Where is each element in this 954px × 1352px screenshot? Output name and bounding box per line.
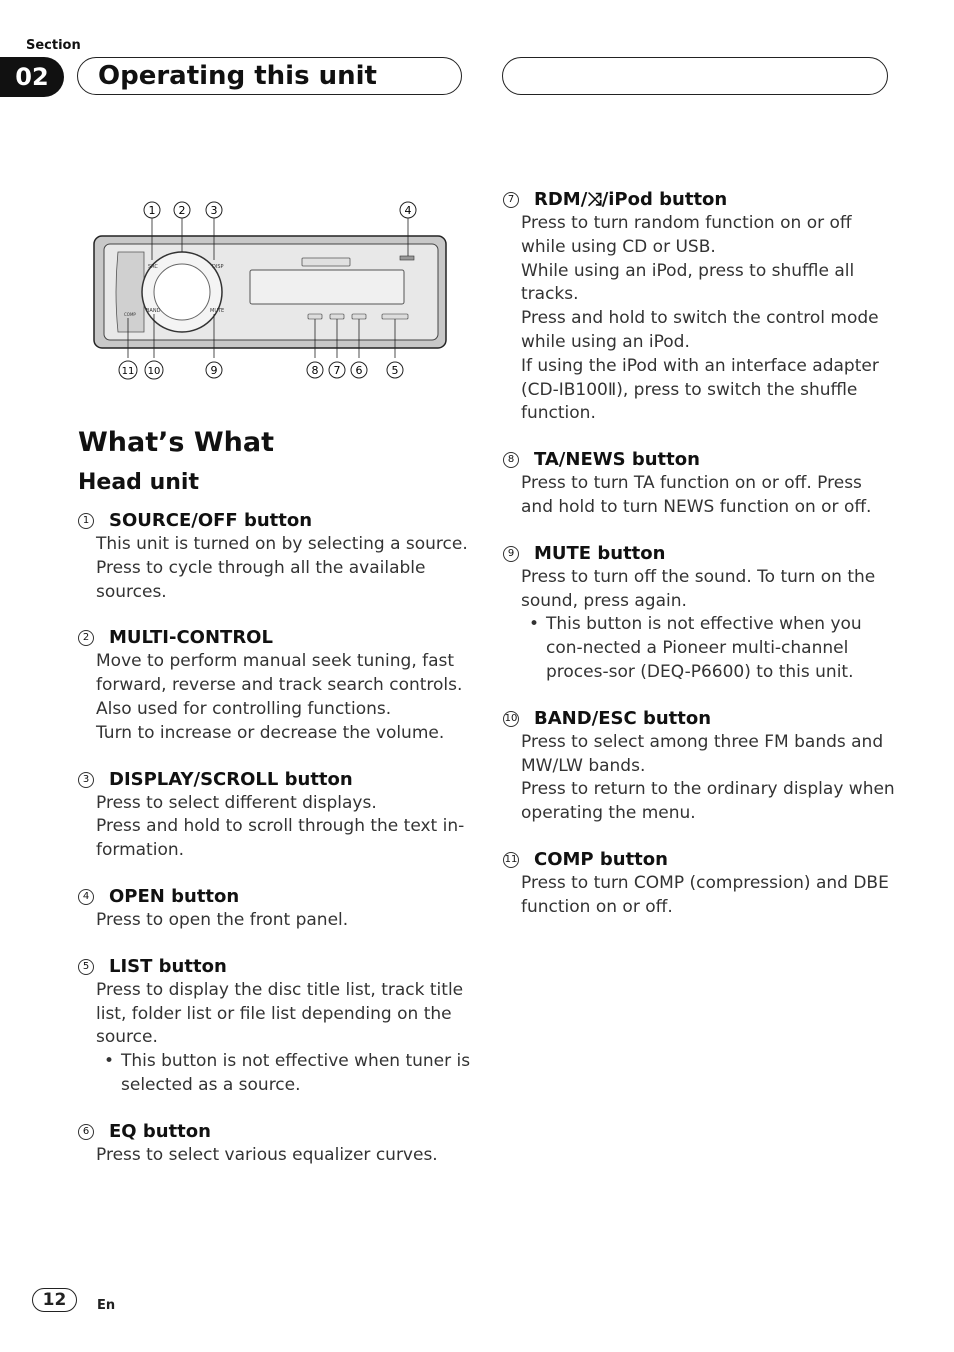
item-title: BAND/ESC button bbox=[534, 707, 712, 729]
callout-3-text: 3 bbox=[210, 204, 218, 217]
display-window bbox=[250, 270, 404, 304]
callout-6-text: 6 bbox=[355, 364, 363, 377]
item-bullet bbox=[96, 1050, 473, 1098]
callout-9-text: 9 bbox=[210, 364, 218, 377]
ta-news-button-shape bbox=[308, 314, 322, 319]
callout-9 bbox=[206, 362, 222, 378]
callout-10-text: 10 bbox=[147, 366, 161, 377]
item-number: 3 bbox=[78, 772, 94, 788]
item-mute bbox=[503, 542, 898, 685]
list-button-shape bbox=[382, 314, 408, 319]
item-line: Press and hold to switch the control mode while using an iPod. bbox=[521, 308, 879, 352]
item-title: SOURCE/OFF button bbox=[109, 510, 313, 531]
callout-8 bbox=[307, 362, 323, 378]
left-column bbox=[78, 509, 473, 1190]
left-panel bbox=[116, 252, 144, 332]
item-number: 6 bbox=[78, 1124, 94, 1140]
item-comp bbox=[503, 848, 898, 920]
section-title-box bbox=[77, 57, 462, 95]
item-line: Move to perform manual seek tuning, fast forward, reverse and track search controls. bbox=[96, 651, 463, 696]
item-number: 5 bbox=[78, 959, 94, 975]
callout-5-text: 5 bbox=[391, 364, 399, 377]
item-line: Press to select different displays. bbox=[96, 792, 377, 813]
item-eq bbox=[78, 1120, 473, 1168]
bullet-dot: • bbox=[104, 1051, 115, 1072]
disc-slot bbox=[302, 258, 350, 266]
knob-inner bbox=[154, 264, 210, 320]
open-button-shape bbox=[400, 256, 414, 260]
section-label: Section bbox=[26, 38, 81, 53]
item-number: 10 bbox=[503, 711, 519, 727]
label-disp: DISP bbox=[212, 264, 224, 270]
bullet-text: This button is not effective when tuner is selected as a source. bbox=[121, 1051, 471, 1095]
item-line: Press to open the front panel. bbox=[96, 909, 349, 930]
item-display-scroll bbox=[78, 768, 473, 863]
callout-11 bbox=[119, 361, 137, 379]
callout-8-text: 8 bbox=[311, 364, 319, 377]
callout-5 bbox=[387, 362, 403, 378]
section-number-badge: 02 bbox=[0, 57, 64, 97]
item-source-off bbox=[78, 509, 473, 604]
item-line: Press to return to the ordinary display when operating the menu. bbox=[521, 779, 895, 824]
label-src: SRC bbox=[148, 264, 158, 270]
callout-2-text: 2 bbox=[178, 204, 186, 217]
language-label: En bbox=[97, 1298, 116, 1313]
callout-7-text: 7 bbox=[333, 364, 341, 377]
section-title: Operating this unit bbox=[98, 61, 377, 91]
item-line: This unit is turned on by selecting a source. bbox=[96, 534, 468, 554]
empty-title-box bbox=[502, 57, 888, 95]
item-line: Press to turn TA function on or off. Press and hold to turn NEWS function on or off. bbox=[521, 473, 872, 517]
callout-3 bbox=[206, 202, 222, 218]
callout-1-text: 1 bbox=[148, 204, 156, 217]
item-band-esc bbox=[503, 707, 898, 826]
bullet-text: This button is not effective when you con-nected a Pioneer multi-channel proces-sor (DEQ-P6600) to this unit. bbox=[546, 614, 862, 682]
item-line: Press to display the disc title list, track title list, folder list or file list depending on the source. bbox=[96, 979, 464, 1048]
item-ta-news bbox=[503, 448, 898, 520]
item-line: Press to select various equalizer curves. bbox=[96, 1144, 438, 1165]
item-number: 11 bbox=[503, 852, 519, 868]
item-title: RDM/⤨/iPod button bbox=[534, 189, 728, 210]
right-column bbox=[503, 188, 898, 942]
callout-10 bbox=[145, 361, 163, 379]
eq-button-shape bbox=[352, 314, 366, 319]
item-title: LIST button bbox=[109, 955, 227, 977]
item-line: While using an iPod, press to shuffle all tracks. bbox=[521, 260, 855, 305]
label-comp: COMP bbox=[124, 312, 136, 317]
callout-1 bbox=[144, 202, 160, 218]
head-unit-diagram bbox=[78, 190, 458, 390]
item-list bbox=[78, 955, 473, 1098]
item-line: Press to select among three FM bands and MW/LW bands. bbox=[521, 731, 884, 776]
item-number: 9 bbox=[503, 546, 519, 562]
item-line: Press and hold to scroll through the text in-formation. bbox=[96, 816, 465, 861]
callout-7 bbox=[329, 362, 345, 378]
item-number: 1 bbox=[78, 513, 94, 529]
rdm-button-shape bbox=[330, 314, 344, 319]
item-open bbox=[78, 885, 473, 933]
item-title: MULTI-CONTROL bbox=[109, 627, 273, 649]
item-title: EQ button bbox=[109, 1120, 211, 1142]
heading-whats-what: What’s What bbox=[78, 427, 274, 458]
callout-4-text: 4 bbox=[404, 204, 412, 217]
label-band: BAND bbox=[146, 308, 161, 314]
item-line: Also used for controlling functions. bbox=[96, 698, 392, 719]
label-mute: MUTE bbox=[210, 308, 225, 314]
item-bullet bbox=[521, 613, 898, 684]
callout-2 bbox=[174, 202, 190, 218]
item-title: MUTE button bbox=[534, 542, 666, 564]
item-line: Press to turn random function on or off while using CD or USB. bbox=[521, 213, 852, 257]
item-title: TA/NEWS button bbox=[534, 449, 700, 471]
item-multi-control bbox=[78, 626, 473, 745]
item-line: Turn to increase or decrease the volume. bbox=[96, 722, 445, 743]
item-line: Press to turn COMP (compression) and DBE function on or off. bbox=[521, 872, 889, 917]
item-number: 8 bbox=[503, 452, 519, 468]
item-title: DISPLAY/SCROLL button bbox=[109, 768, 353, 790]
callout-6 bbox=[351, 362, 367, 378]
item-line: Press to turn off the sound. To turn on the sound, press again. bbox=[521, 566, 876, 611]
callout-4 bbox=[400, 202, 416, 218]
item-line: If using the iPod with an interface adapter (CD-IB100Ⅱ), press to switch the shuffle function. bbox=[521, 355, 879, 424]
page-number: 12 bbox=[32, 1288, 77, 1312]
callout-11-text: 11 bbox=[121, 366, 135, 377]
item-number: 2 bbox=[78, 630, 94, 646]
item-number: 7 bbox=[503, 192, 519, 208]
heading-head-unit: Head unit bbox=[78, 470, 199, 495]
item-line: Press to cycle through all the available sources. bbox=[96, 557, 426, 602]
item-title: COMP button bbox=[534, 848, 668, 870]
item-number: 4 bbox=[78, 889, 94, 905]
item-title: OPEN button bbox=[109, 885, 240, 907]
bullet-dot: • bbox=[529, 614, 540, 635]
item-rdm-ipod bbox=[503, 188, 898, 426]
